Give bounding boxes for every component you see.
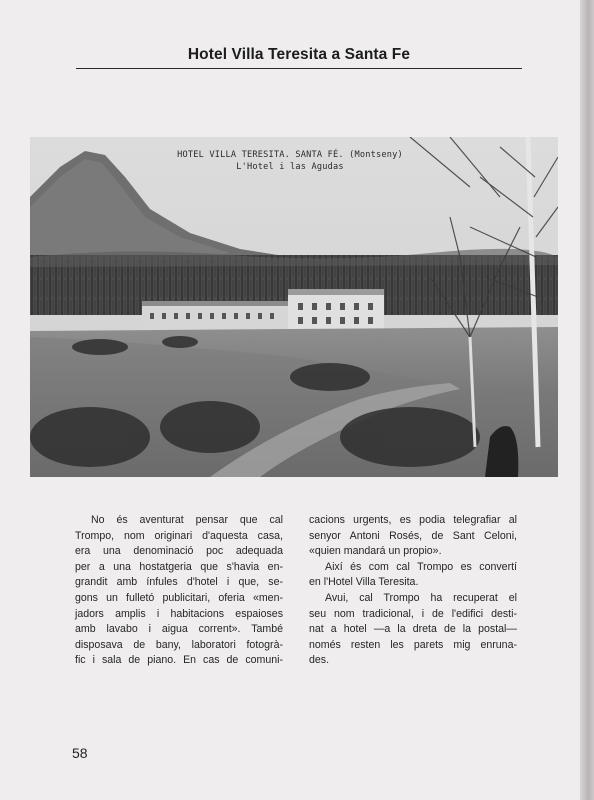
text-line: era una denominació poc adequada: [75, 545, 283, 558]
text-line: disposava de bany, laboratori fotogrà-: [75, 638, 283, 651]
text-line: cacions urgents, es podia telegrafiar al: [309, 514, 517, 526]
text-line: Trompo, nom originari d'aquesta casa,: [75, 529, 283, 542]
text-line: fic i sala de piano. En cas de comuni-: [75, 654, 283, 667]
postcard-caption: [160, 149, 420, 173]
text-line: grandit amb ínfules d'hotel i que, se-: [75, 576, 283, 589]
text-line: nat a hotel —a la dreta de la postal—: [309, 623, 517, 636]
text-line: seu nom tradicional, i de l'edifici desti-: [309, 607, 517, 620]
text-line: No és aventurat pensar que cal: [91, 514, 283, 526]
text-line: «quien mandará un propio».: [309, 545, 442, 558]
text-line: només resten les parets mig enruna-: [309, 638, 517, 651]
page-title: Hotel Villa Teresita a Santa Fe: [187, 46, 411, 63]
book-binding-edge: [580, 0, 594, 800]
text-line: jadors amplis i habitacions espaioses: [75, 607, 283, 620]
text-line: gons un fulletó publicitari, oferia «men-: [75, 591, 283, 604]
text-line: Avui, cal Trompo ha recuperat el: [325, 591, 517, 604]
caption-line-1: HOTEL VILLA TERESITA. SANTA FÉ. (Montseny): [177, 150, 403, 160]
text-line: des.: [309, 654, 330, 667]
text-line: amb lavabo i aigua corrent». També: [75, 623, 283, 636]
text-line: per a una hostatgeria que s'havia en-: [75, 560, 283, 573]
title-underline: [76, 68, 522, 69]
text-column-right: [309, 513, 517, 669]
text-line: en l'Hotel Villa Teresita.: [309, 576, 419, 589]
caption-line-2: L'Hotel i las Agudas: [236, 162, 344, 172]
page-number: 58: [72, 745, 88, 761]
postcard-photo: [30, 137, 558, 477]
text-line: senyor Antoni Rosés, de Sant Celoni,: [309, 529, 517, 542]
text-line: Així és com cal Trompo es convertí: [325, 560, 517, 573]
hotel-landscape-illustration: [30, 137, 558, 477]
text-column-left: [75, 513, 283, 669]
